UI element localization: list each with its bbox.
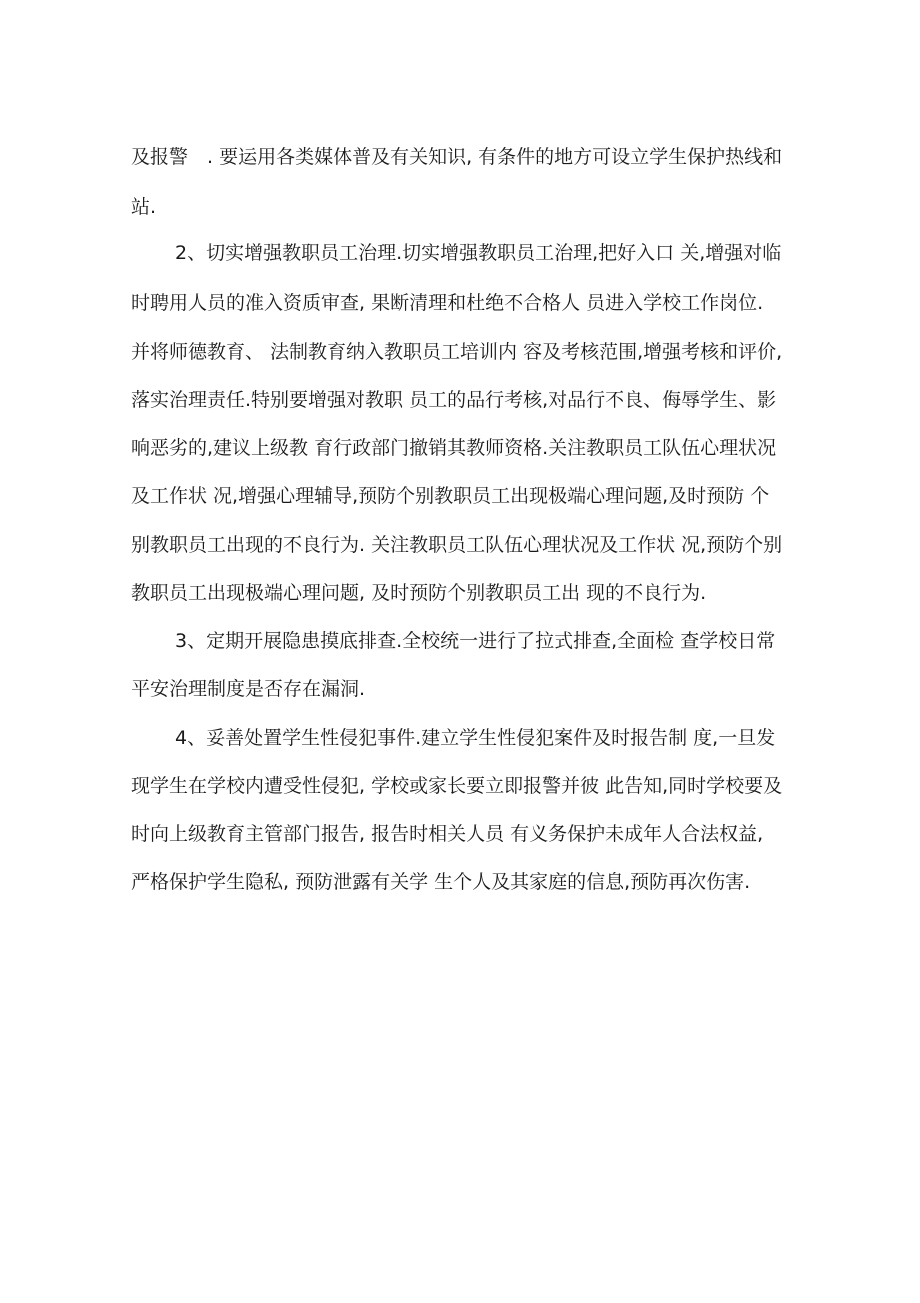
- text-line: 及报警 . 要运用各类媒体普及有关知识, 有条件的地方可设立学生保护热线和: [131, 146, 783, 168]
- text-line: 平安治理制度是否存在漏洞.: [131, 678, 366, 700]
- text-line: 严格保护学生隐私, 预防泄露有关学 生个人及其家庭的信息,预防再次伤害.: [131, 871, 751, 893]
- text-line: 时向上级教育主管部门报告, 报告时相关人员 有义务保护未成年人合法权益,: [131, 823, 764, 845]
- text-line: 时聘用人员的准入资质审查, 果断清理和杜绝不合格人 员进入学校工作岗位.: [131, 292, 764, 314]
- text-line: 教职员工出现极端心理问题, 及时预防个别教职员工出 现的不良行为.: [131, 582, 707, 604]
- text-line: 现学生在学校内遭受性侵犯, 学校或家长要立即报警并彼 此告知,同时学校要及: [131, 775, 783, 797]
- text-line: 4、妥善处置学生性侵犯事件.建立学生性侵犯案件及时报告制 度,一旦发: [175, 727, 776, 749]
- text-line: 响恶劣的,建议上级教 育行政部门撤销其教师资格.关注教职员工队伍心理状况: [131, 437, 777, 459]
- text-line: 2、切实增强教职员工治理.切实增强教职员工治理,把好入口 关,增强对临: [175, 242, 782, 264]
- text-line: 及工作状 况,增强心理辅导,预防个别教职员工出现极端心理问题,及时预防 个: [131, 485, 770, 507]
- text-line: 落实治理责任.特别要增强对教职 员工的品行考核,对品行不良、侮辱学生、影: [131, 389, 777, 411]
- text-line: 别教职员工出现的不良行为. 关注教职员工队伍心理状况及工作状 况,预防个别: [131, 534, 783, 556]
- text-line: 站.: [131, 196, 157, 218]
- text-line: 3、定期开展隐患摸底排查.全校统一进行了拉式排查,全面检 查学校日常: [175, 630, 776, 652]
- text-line: 并将师德教育、 法制教育纳入教职员工培训内 容及考核范围,增强考核和评价,: [131, 341, 783, 363]
